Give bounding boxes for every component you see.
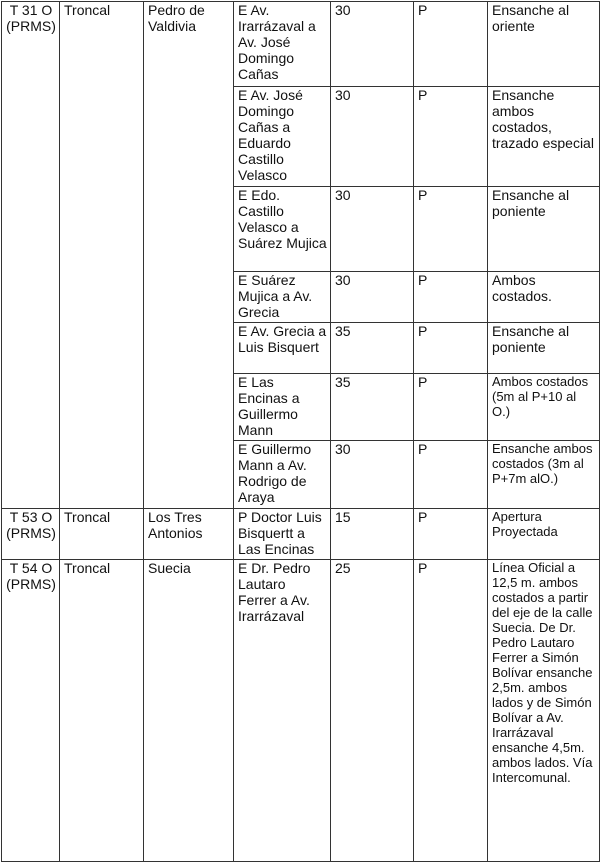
roads-table <box>1 1 600 862</box>
observation-cell: Ensanche ambos costados (3m al P+7m alO.) <box>488 441 600 509</box>
observation-cell: Línea Oficial a 12,5 m. ambos costados a partir del eje de la calle Suecia. De Dr. Pedro Lautaro Ferrer a Simón Bolívar ensanche 2,5m. ambos lados y de Simón Bolívar a Av. Irarrázaval ensanche 4,5m. ambos lados. Vía Intercomunal. <box>488 560 600 862</box>
width-cell: 30 <box>331 441 414 509</box>
segment-cell: E Edo. Castillo Velasco a Suárez Mujica <box>234 187 331 272</box>
table-row <box>2 2 600 87</box>
state-cell: P <box>414 560 488 862</box>
width-cell: 25 <box>331 560 414 862</box>
state-cell: P <box>414 323 488 374</box>
observation-cell: Ensanche al poniente <box>488 187 600 272</box>
state-cell: P <box>414 374 488 441</box>
road-class-cell: Troncal <box>60 2 144 509</box>
observation-cell: Apertura Proyectada <box>488 509 600 560</box>
road-class-cell: Troncal <box>60 509 144 560</box>
width-cell: 35 <box>331 323 414 374</box>
width-cell: 30 <box>331 87 414 187</box>
state-cell: P <box>414 441 488 509</box>
state-cell: P <box>414 272 488 323</box>
width-cell: 35 <box>331 374 414 441</box>
segment-cell: E Av. Grecia a Luis Bisquert <box>234 323 331 374</box>
table-row <box>2 509 600 560</box>
state-cell: P <box>414 2 488 87</box>
road-class-cell: Troncal <box>60 560 144 862</box>
road-code-cell: T 53 O (PRMS) <box>2 509 60 560</box>
road-name-cell: Suecia <box>144 560 234 862</box>
observation-cell: Ambos costados. <box>488 272 600 323</box>
width-cell: 30 <box>331 272 414 323</box>
state-cell: P <box>414 509 488 560</box>
segment-cell: E Suárez Mujica a Av. Grecia <box>234 272 331 323</box>
road-name-cell: Los Tres Antonios <box>144 509 234 560</box>
width-cell: 30 <box>331 2 414 87</box>
segment-cell: E Las Encinas a Guillermo Mann <box>234 374 331 441</box>
width-cell: 15 <box>331 509 414 560</box>
table-row <box>2 560 600 862</box>
width-cell: 30 <box>331 187 414 272</box>
state-cell: P <box>414 87 488 187</box>
segment-cell: E Av. Irarrázaval a Av. José Domingo Cañas <box>234 2 331 87</box>
segment-cell: E Guillermo Mann a Av. Rodrigo de Araya <box>234 441 331 509</box>
segment-cell: P Doctor Luis Bisquertt a Las Encinas <box>234 509 331 560</box>
road-code-cell: T 54 O (PRMS) <box>2 560 60 862</box>
road-name-cell: Pedro de Valdivia <box>144 2 234 509</box>
observation-cell: Ensanche al poniente <box>488 323 600 374</box>
observation-cell: Ambos costados (5m al P+10 al O.) <box>488 374 600 441</box>
segment-cell: E Av. José Domingo Cañas a Eduardo Castillo Velasco <box>234 87 331 187</box>
observation-cell: Ensanche al oriente <box>488 2 600 87</box>
state-cell: P <box>414 187 488 272</box>
road-code-cell: T 31 O (PRMS) <box>2 2 60 509</box>
segment-cell: E Dr. Pedro Lautaro Ferrer a Av. Irarrázaval <box>234 560 331 862</box>
observation-cell: Ensanche ambos costados, trazado especial <box>488 87 600 187</box>
